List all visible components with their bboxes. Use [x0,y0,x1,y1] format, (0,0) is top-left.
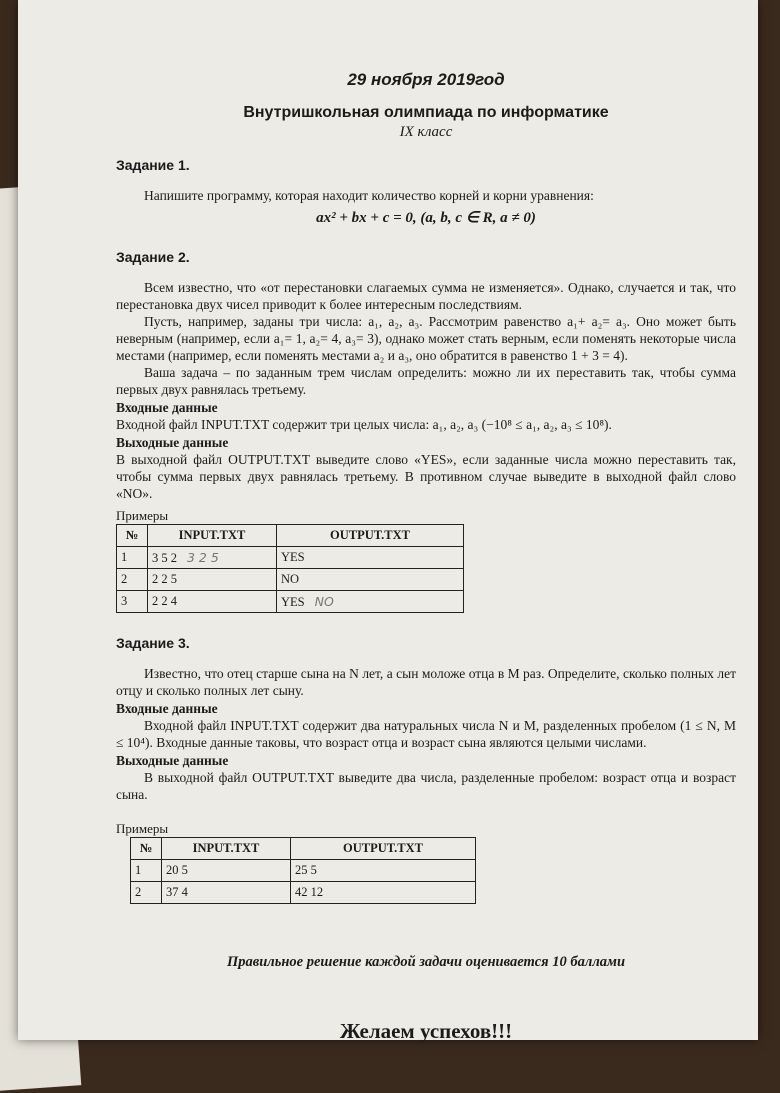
task2-heading: Задание 2. [116,249,190,265]
task1-formula: ax² + bx + c = 0, (a, b, c ∈ R, a ≠ 0) [316,210,536,226]
task3-input-text: Входной файл INPUT.TXT содержит два натуральных числа N и M, разделенных пробелом (1 ≤ N, M ≤ 10⁴). Входные данные таковы, что возраст отца и возраст сына являются целыми числами. [116,718,736,750]
task2-paragraph-3: Ваша задача – по заданным трем числам определить: можно ли их переставить так, чтобы сумма первых двух равнялась третьему. [116,365,736,397]
sheet-content [116,70,736,1044]
table-header-row [131,838,476,860]
row-output-value: YES [281,550,305,564]
row-input: 2 2 4 [148,591,277,613]
row-input [148,547,277,569]
row-input: 2 2 5 [148,569,277,591]
grade-label: IX класс [399,124,453,140]
column-header-number: № [117,525,148,547]
task3-input-heading: Входные данные [116,701,218,716]
table-row [117,591,464,613]
row-input: 20 5 [162,860,291,882]
table-row [117,569,464,591]
row-output [277,591,464,613]
task2-output-text: В выходной файл OUTPUT.TXT выведите слово «YES», если заданные числа можно переставить так, чтобы сумма первых двух равнялась третьему. В противном случае выведите в выходной файл слово «NO». [116,452,736,501]
column-header-number: № [131,838,162,860]
scoring-note: Правильное решение каждой задачи оценивается 10 баллами [226,954,626,970]
table-header-row [117,525,464,547]
task2-paragraph-2: Пусть, например, заданы три числа: a₁, a₂, a₃. Рассмотрим равенство a₁+ a₂= a₃. Оно может быть неверным (например, если a₁= 1, a₂= 4, a₃= 3), однако может стать верным, если поменять некоторые числа местами (например, если поменять местами a₂ и a₃, оно обратится в равенство 1 + 3 = 4). [116,314,736,363]
row-number: 2 [131,882,162,904]
task3-output-heading: Выходные данные [116,753,229,768]
task3-paragraph-1: Известно, что отец старше сына на N лет, а сын моложе отца в M раз. Определите, сколько полных лет отцу и сколько полных лет сыну. [116,666,736,698]
task2-input-text: Входной файл INPUT.TXT содержит три целых числа: a₁, a₂, a₃ (−10⁸ ≤ a₁, a₂, a₃ ≤ 10⁸). [116,417,612,432]
task1-text: Напишите программу, которая находит количество корней и корни уравнения: [144,188,594,203]
column-header-output: OUTPUT.TXT [277,525,464,547]
row-number: 1 [131,860,162,882]
column-header-input: INPUT.TXT [148,525,277,547]
row-output: 25 5 [291,860,476,882]
task2-examples-label: Примеры [116,508,169,523]
column-header-input: INPUT.TXT [162,838,291,860]
row-output: 42 12 [291,882,476,904]
task2-output-heading: Выходные данные [116,435,229,450]
task1-heading: Задание 1. [116,157,190,173]
task3-output-text: В выходной файл OUTPUT.TXT выведите два числа, разделенные пробелом: возраст отца и возраст сына. [116,770,736,802]
row-output-value: YES [281,594,305,609]
table-row [131,860,476,882]
task3-examples-table [130,837,476,904]
row-number: 3 [117,591,148,613]
row-number: 1 [117,547,148,569]
row-number: 2 [117,569,148,591]
task2-paragraph-1: Всем известно, что «от перестановки слагаемых сумма не изменяется». Однако, случается и так, что перестановка двух чисел приводит к более интересным последствиям. [116,280,736,312]
table-row [131,882,476,904]
row-input-value: 3 5 2 [152,550,177,565]
task2-input-heading: Входные данные [116,400,218,415]
row-output: NO [277,569,464,591]
row-output [277,547,464,569]
good-luck-message: Желаем успехов!!! [339,1019,513,1043]
handwritten-note: NO [314,593,334,609]
task3-examples-label: Примеры [116,821,169,836]
date-heading: 29 ноября 2019год [347,70,505,89]
column-header-output: OUTPUT.TXT [291,838,476,860]
row-input: 37 4 [162,882,291,904]
handwritten-note: 3 2 5 [187,549,219,565]
task3-heading: Задание 3. [116,635,190,651]
table-row [117,547,464,569]
olympiad-title: Внутришкольная олимпиада по информатике [243,104,609,121]
olympiad-sheet [18,0,758,1043]
task2-examples-table [116,524,464,613]
